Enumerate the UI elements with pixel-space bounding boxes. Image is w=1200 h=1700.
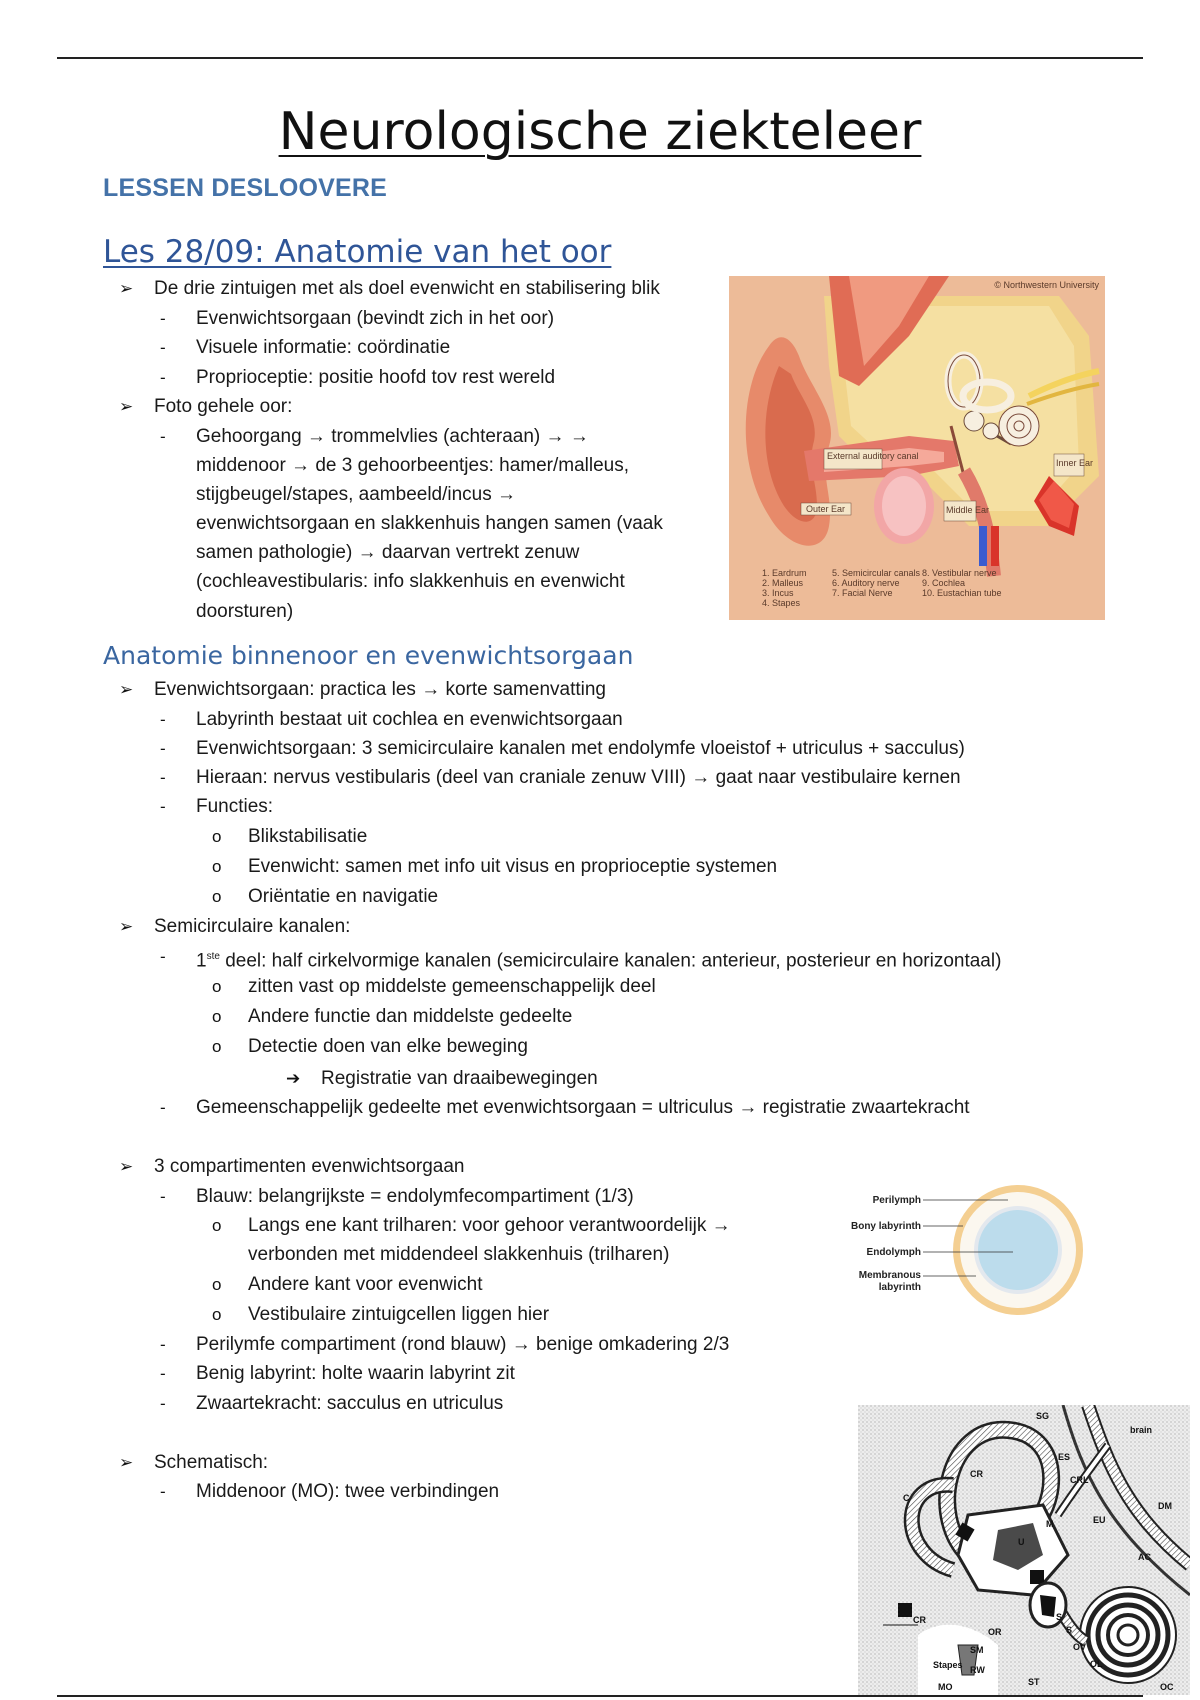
schema-label: ES — [1058, 1452, 1071, 1462]
legend-item: 6. Auditory nerve — [832, 578, 900, 588]
dash-bullet: - — [160, 768, 166, 787]
schema-label: brain — [1130, 1425, 1153, 1435]
schema-label: MO — [938, 1682, 953, 1692]
list-item: De drie zintuigen met als doel evenwicht en stabilisering blik — [154, 278, 660, 299]
list-item: Evenwichtsorgaan (bevindt zich in het oor) — [196, 308, 555, 329]
schema-label: CRL — [1070, 1475, 1089, 1485]
schema-label: OR — [988, 1627, 1002, 1637]
document-title: Neurologische ziekteleer — [278, 102, 922, 162]
list-item: Blikstabilisatie — [248, 826, 368, 847]
schema-label: AC — [1138, 1552, 1151, 1562]
schema-label: S — [1056, 1612, 1063, 1622]
arrow-bullet: ➢ — [119, 1453, 134, 1472]
label-outer-ear: Outer Ear — [806, 504, 846, 514]
legend-item: 8. Vestibular nerve — [922, 568, 997, 578]
list-item-line: verbonden met middendeel slakkenhuis (trilharen) — [248, 1244, 670, 1265]
labyrinth-cross-section — [838, 1180, 1088, 1320]
labyrinth-schematic-figure — [858, 1405, 1190, 1695]
list-item-line: (cochleavestibularis: info slakkenhuis en evenwicht — [196, 571, 625, 592]
list-item: Andere functie dan middelste gedeelte — [248, 1006, 573, 1027]
list-item: 3 compartimenten evenwichtsorgaan — [154, 1156, 465, 1177]
list-item: Foto gehele oor: — [154, 396, 293, 417]
dash-bullet: - — [160, 1482, 166, 1501]
list-item-line: samen pathologie) → daarvan vertrekt zenuw — [196, 542, 580, 563]
schema-label: U — [1018, 1537, 1025, 1547]
dash-bullet: - — [160, 368, 166, 387]
legend-item: 4. Stapes — [762, 598, 801, 608]
arrow-bullet: ➢ — [119, 397, 134, 416]
list-item: Zwaartekracht: sacculus en utriculus — [196, 1393, 504, 1414]
arrow-bullet: ➢ — [119, 917, 134, 936]
list-item: Vestibulaire zintuigcellen liggen hier — [248, 1304, 550, 1325]
list-item: Gemeenschappelijk gedeelte met evenwichtsorgaan = ultriculus → registratie zwaartekracht — [196, 1097, 970, 1118]
circle-bullet: o — [212, 1216, 222, 1235]
label-membranous: Membranous — [858, 1270, 921, 1281]
list-item: Perilymfe compartiment (rond blauw) → benige omkadering 2/3 — [196, 1334, 730, 1355]
list-item: Gehoorgang → trommelvlies (achteraan) → → — [196, 426, 589, 447]
legend-item: 1. Eardrum — [762, 568, 807, 578]
legend-item: 5. Semicircular canals — [832, 568, 921, 578]
arrow-bullet: ➢ — [119, 1157, 134, 1176]
schema-label: Stapes — [933, 1660, 963, 1670]
legend-item: 3. Incus — [762, 588, 794, 598]
document-subtitle: LESSEN DESLOOVERE — [103, 174, 388, 202]
schema-label: OV — [1073, 1642, 1087, 1652]
bottom-rule — [57, 1695, 1143, 1697]
circle-bullet: o — [212, 1305, 222, 1324]
schema-label: S — [1066, 1625, 1073, 1635]
list-item-line: middenoor → de 3 gehoorbeentjes: hamer/malleus, — [196, 455, 630, 476]
schema-label: C — [903, 1493, 910, 1503]
schema-label: SM — [970, 1645, 984, 1655]
list-item-text: deel: half cirkelvormige kanalen (semicirculaire kanalen: anterieur, posterieur en horizontaal) — [219, 950, 1002, 972]
figure-copyright: © Northwestern University — [994, 280, 1099, 290]
list-item: Evenwichtsorgaan: 3 semicirculaire kanalen met endolymfe vloeistof + utriculus + sacculus) — [196, 738, 965, 759]
circle-bullet: o — [212, 887, 222, 906]
list-item: Functies: — [196, 796, 274, 817]
list-item: Benig labyrint: holte waarin labyrint zit — [196, 1363, 515, 1384]
ear-anatomy-figure — [729, 276, 1105, 620]
label-membranous-2: labyrinth — [878, 1282, 921, 1293]
schema-label: DM — [1158, 1501, 1172, 1511]
list-item: Visuele informatie: coördinatie — [196, 337, 451, 358]
legend-item: 9. Cochlea — [922, 578, 966, 588]
label-endolymph: Endolymph — [866, 1247, 921, 1258]
schema-label: SG — [1036, 1411, 1050, 1421]
schema-label: OL — [1090, 1659, 1103, 1669]
label-perilymph: Perilymph — [872, 1195, 921, 1206]
lesson-heading: Les 28/09: Anatomie van het oor — [103, 234, 612, 270]
dash-bullet: - — [160, 1098, 166, 1117]
list-item: Langs ene kant trilharen: voor gehoor verantwoordelijk → — [248, 1215, 731, 1236]
schema-label: M — [1046, 1519, 1054, 1529]
section-heading: Anatomie binnenoor en evenwichtsorgaan — [103, 641, 634, 670]
circle-bullet: o — [212, 857, 222, 876]
schema-label: ST — [1028, 1677, 1040, 1687]
schema-label: EU — [1093, 1515, 1106, 1525]
dash-bullet: - — [160, 1394, 166, 1413]
list-item: Middenoor (MO): twee verbindingen — [196, 1481, 500, 1502]
bold-arrow-bullet: ➔ — [286, 1069, 301, 1088]
label-middle-ear: Middle Ear — [946, 505, 990, 515]
labyrinth-schematic — [858, 1405, 1190, 1695]
schema-label: RW — [970, 1665, 985, 1675]
dash-bullet: - — [160, 1335, 166, 1354]
legend-item: 7. Facial Nerve — [832, 588, 893, 598]
dash-bullet: - — [160, 739, 166, 758]
schema-label: CR — [913, 1615, 926, 1625]
list-item: Registratie van draaibewegingen — [321, 1068, 598, 1089]
dash-bullet: - — [160, 947, 166, 966]
ear-anatomy-illustration — [729, 276, 1105, 620]
list-item: Hieraan: nervus vestibularis (deel van craniale zenuw VIII) → gaat naar vestibulaire kernen — [196, 767, 961, 788]
arrow-bullet: ➢ — [119, 680, 134, 699]
dash-bullet: - — [160, 338, 166, 357]
dash-bullet: - — [160, 797, 166, 816]
label-bony-labyrinth: Bony labyrinth — [850, 1221, 921, 1232]
list-item: Oriëntatie en navigatie — [248, 886, 439, 907]
list-item: zitten vast op middelste gemeenschappelijk deel — [248, 976, 656, 997]
list-item: Blauw: belangrijkste = endolymfecompartiment (1/3) — [196, 1186, 634, 1207]
labyrinth-cross-section-figure — [838, 1180, 1088, 1320]
schema-label: OC — [1160, 1682, 1174, 1692]
circle-bullet: o — [212, 977, 222, 996]
legend-item: 10. Eustachian tube — [922, 588, 1002, 598]
list-item: Labyrinth bestaat uit cochlea en evenwichtsorgaan — [196, 709, 623, 730]
circle-bullet: o — [212, 1275, 222, 1294]
dash-bullet: - — [160, 1187, 166, 1206]
list-item-line: stijgbeugel/stapes, aambeeld/incus → — [196, 484, 517, 505]
legend-item: 2. Malleus — [762, 578, 804, 588]
schema-label: CR — [970, 1469, 983, 1479]
list-item: Semicirculaire kanalen: — [154, 916, 351, 937]
list-item-line: evenwichtsorgaan en slakkenhuis hangen samen (vaak — [196, 513, 663, 534]
label-inner-ear: Inner Ear — [1056, 458, 1094, 468]
list-item-line: doorsturen) — [196, 601, 294, 622]
list-item: Detectie doen van elke beweging — [248, 1036, 528, 1057]
list-item: Proprioceptie: positie hoofd tov rest wereld — [196, 367, 556, 388]
list-item: Evenwicht: samen met info uit visus en proprioceptie systemen — [248, 856, 778, 877]
dash-bullet: - — [160, 309, 166, 328]
label-external-canal: External auditory canal — [827, 451, 919, 461]
arrow-bullet: ➢ — [119, 279, 134, 298]
list-item: Andere kant voor evenwicht — [248, 1274, 483, 1295]
ordinal-suffix: ste — [206, 951, 220, 962]
circle-bullet: o — [212, 827, 222, 846]
circle-bullet: o — [212, 1037, 222, 1056]
dash-bullet: - — [160, 1364, 166, 1383]
circle-bullet: o — [212, 1007, 222, 1026]
top-rule — [57, 57, 1143, 59]
ordinal-number: 1 — [196, 950, 207, 972]
dash-bullet: - — [160, 427, 166, 446]
list-item: Evenwichtsorgaan: practica les → korte samenvatting — [154, 679, 606, 700]
list-item: Schematisch: — [154, 1452, 269, 1473]
list-item — [196, 945, 1001, 973]
dash-bullet: - — [160, 710, 166, 729]
